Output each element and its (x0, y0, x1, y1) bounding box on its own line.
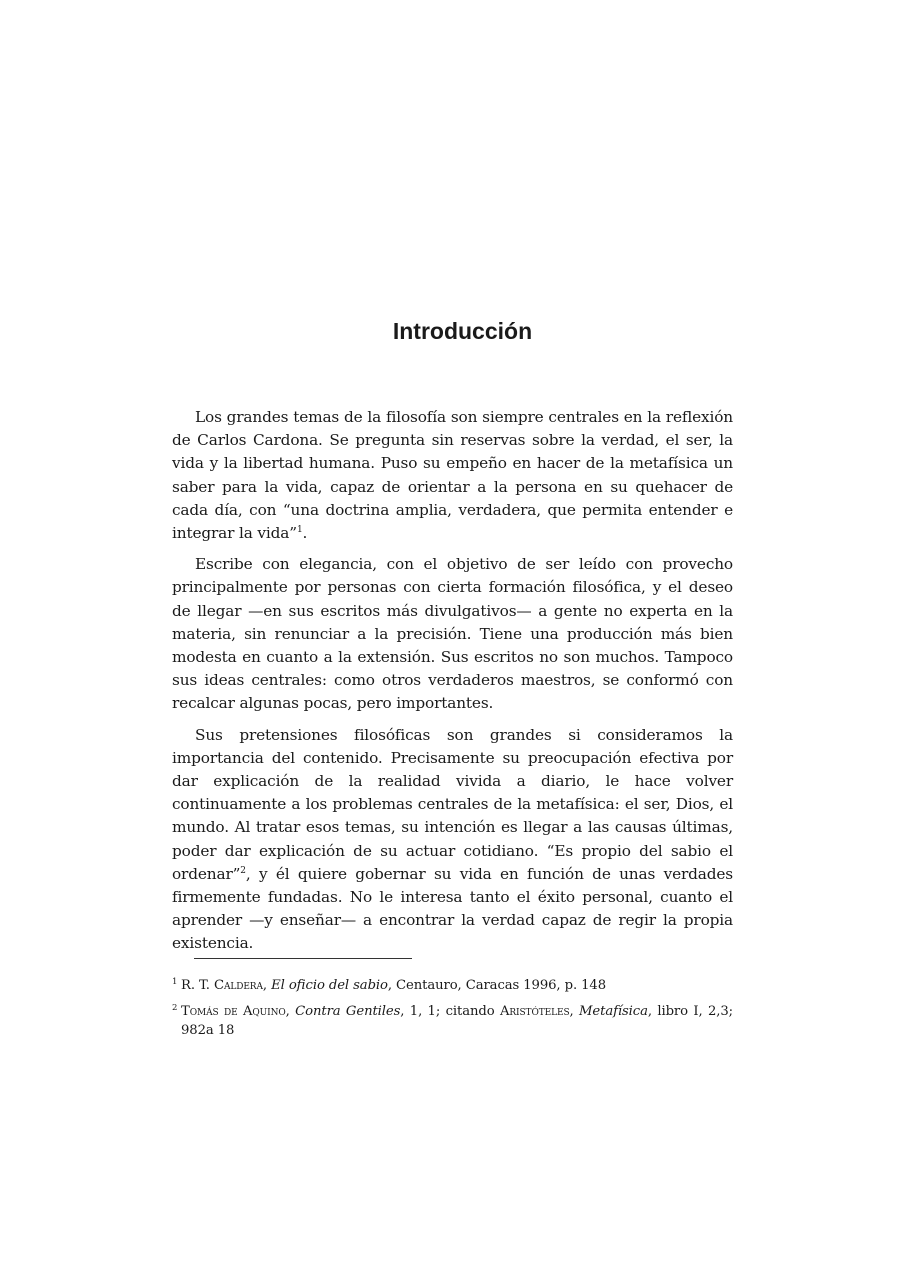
paragraph-3 (172, 724, 733, 956)
footnote-ref-1[interactable]: 1 (296, 524, 303, 535)
separator: , (569, 1004, 580, 1019)
page-title: Introducción (392, 318, 533, 344)
author-name: Tomás de Aquino (181, 1004, 286, 1019)
footnotes (172, 976, 733, 1047)
work-title-2: Metafísica (579, 1004, 648, 1019)
footnote-separator (194, 958, 412, 959)
paragraph-2-text: Escribe con elegancia, con el objetivo de ser leído con provecho principalmente por personas con cierta formación filosófica, y el deseo de llegar —en sus escritos más divulgativos— a gente no experta en la materia, sin renunciar a la precisión. Tiene una producción más bien modesta en cuanto a la extensión. Sus escritos no son muchos. Tampoco sus ideas centrales: como otros verdaderos maestros, se conformó con recalcar algunas pocas, pero importantes. (172, 555, 733, 713)
paragraph-1-tail: . (302, 524, 308, 543)
paragraph-2 (172, 553, 733, 715)
paragraph-1 (172, 406, 733, 545)
author-name: Caldera (213, 978, 263, 993)
footnote-2 (172, 1002, 733, 1040)
work-title: Contra Gentiles (295, 1004, 401, 1019)
separator: , (262, 978, 272, 993)
author-initials: R. T. (181, 978, 214, 993)
footnote-number: 2 (172, 1003, 178, 1013)
paragraph-3-tail: , y él quiere gobernar su vida en función de unas verdades firmemente fundadas. No le interesa tanto el éxito personal, cuanto el aprender —y enseñar— a encontrar la verdad capaz de regir la propia existencia. (172, 864, 733, 953)
body-text (172, 406, 733, 964)
separator: , (285, 1004, 296, 1019)
footnote-1 (172, 976, 733, 995)
footnote-number: 1 (172, 977, 178, 987)
footnote-body (181, 1002, 733, 1040)
paragraph-1-text: Los grandes temas de la filosofía son siempre centrales en la reflexión de Carlos Cardona. Se pregunta sin reservas sobre la verdad, el ser, la vida y la libertad humana. Puso su empeño en hacer de la metafísica un saber para la vida, capaz de orientar a la persona en su quehacer de cada día, con “una doctrina amplia, verdadera, que permita entender e integrar la vida” (172, 408, 733, 543)
footnote-body (181, 976, 733, 995)
citation-middle: , 1, 1; citando (400, 1004, 500, 1019)
citation-rest: , Centauro, Caracas 1996, p. 148 (387, 978, 606, 993)
footnote-ref-2[interactable]: 2 (240, 865, 246, 876)
paragraph-3-text: Sus pretensiones filosóficas son grandes si consideramos la importancia del contenido. Precisamente su preocupación efectiva por dar explicación de la realidad vivida a diario, le hace volver continuamente a los problemas centrales de la metafísica: el ser, Dios, el mundo. Al tratar esos temas, su intención es llegar a las causas últimas, poder dar explicación de su actuar cotidiano. “Es propio del sabio el ordenar” (172, 725, 733, 883)
work-title: El oficio del sabio (271, 978, 388, 993)
author-name-2: Aristóteles (499, 1004, 570, 1019)
citation-rest: , libro I, 2,3; 982a 18 (181, 1004, 733, 1038)
